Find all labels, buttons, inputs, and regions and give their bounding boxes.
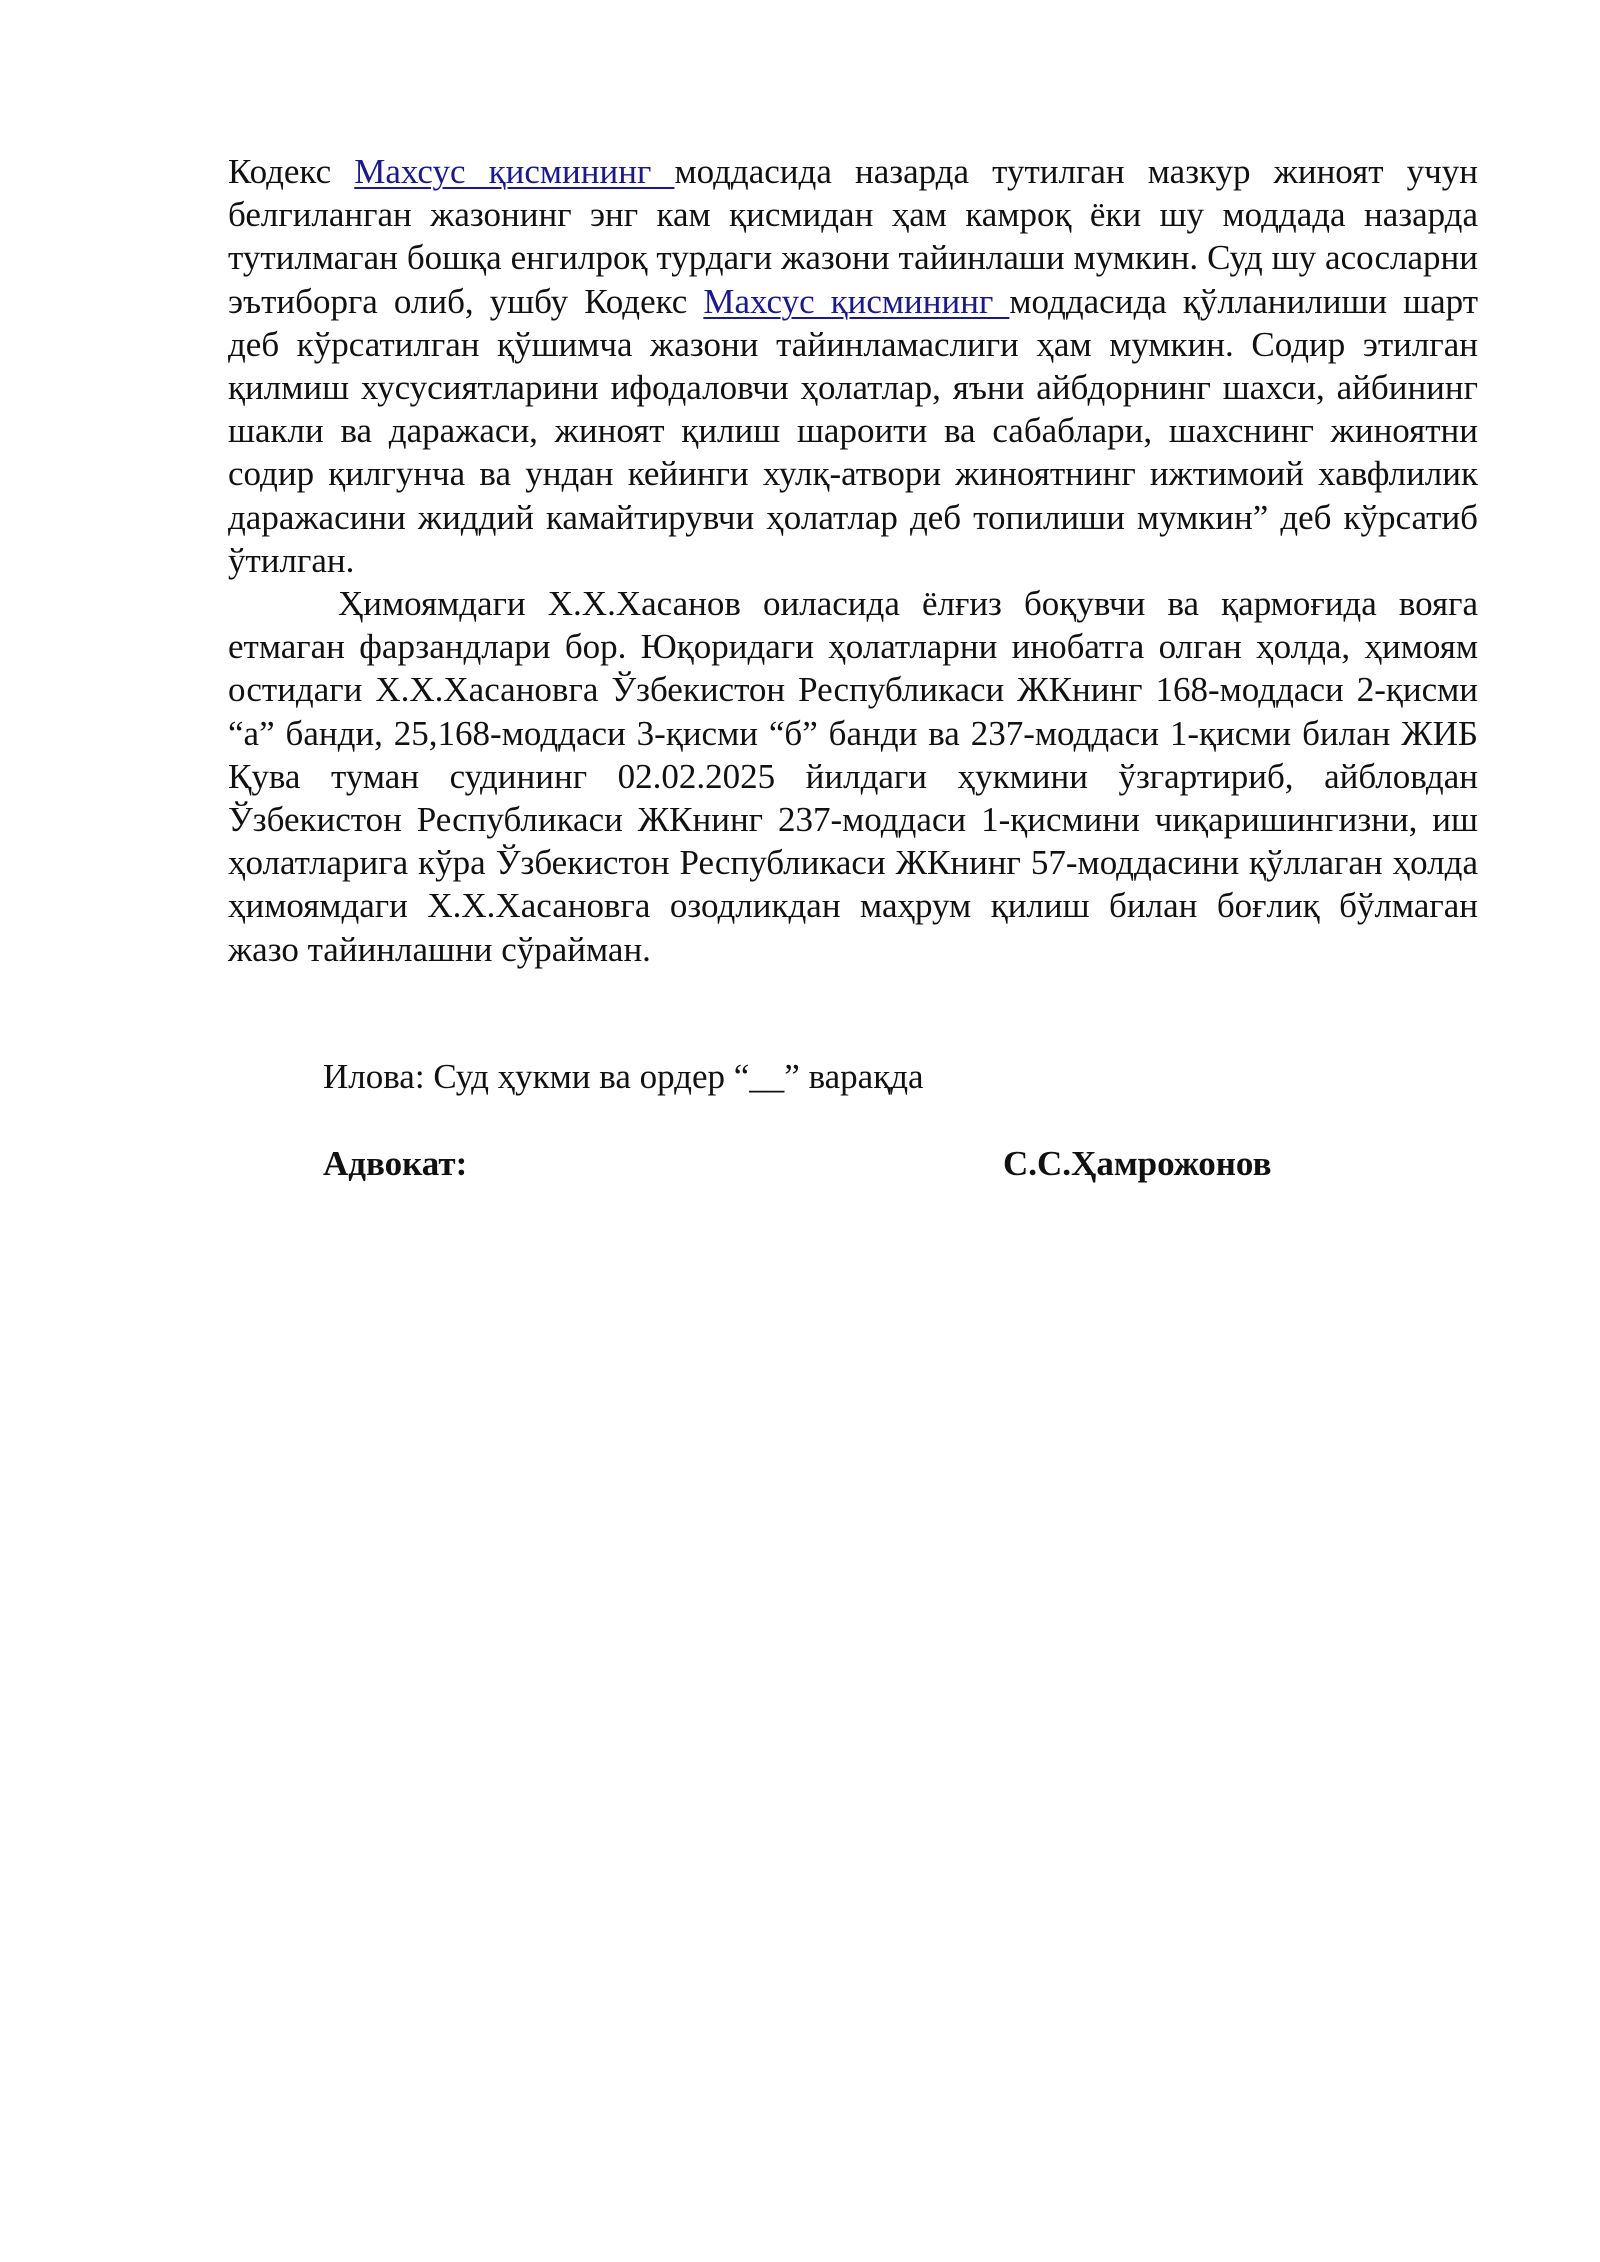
special-part-link-1[interactable]: Махсус қисмининг bbox=[354, 152, 675, 191]
paragraph-1-text-end: моддасида қўлланилиши шарт деб кўрсатилган қўшимча жазони тайинламаслиги ҳам мумкин. Содир этилган қилмиш хусусиятларини ифодаловчи ҳолатлар, яъни айбдорнинг шахси, айбининг шакли ва даражаси, жиноят қилиш шароити ва сабаблари, шахснинг жиноятни содир қилгунча ва ундан кейинги хулқ-атвори жиноятнинг ижтимоий хавфлилик даражасини жиддий камайтирувчи ҳолатлар деб топилиши мумкин” деб кўрсатиб ўтилган. bbox=[228, 281, 1479, 580]
special-part-link-2[interactable]: Махсус қисмининг bbox=[703, 281, 1010, 321]
signature-name: С.С.Ҳамрожонов bbox=[1003, 1144, 1272, 1183]
signature-label: Адвокат: bbox=[323, 1144, 468, 1183]
document-body bbox=[228, 150, 1478, 971]
paragraph-1 bbox=[228, 150, 1478, 582]
annex-line: Илова: Суд ҳукми ва ордер “__” варақда bbox=[323, 1057, 924, 1096]
paragraph-1-text-middle: моддасида назарда тутилган мазкур жиноят учун белгиланган жазонинг энг кам қисмидан ҳам камроқ ёки шу моддада назарда тутилмаган бошқа енгилроқ турдаги жазони тайинлаши мумкин. Суд шу асосларни эътиборга олиб, ушбу Кодекс bbox=[228, 152, 1478, 321]
paragraph-2: Ҳимоямдаги Х.Х.Хасанов оиласида ёлғиз боқувчи ва қармоғида вояга етмаган фарзандлари бор. Юқоридаги ҳолатларни инобатга олган ҳолда, ҳимоям остидаги Х.Х.Хасановга Ўзбекистон Республикаси ЖКнинг 168-моддаси 2-қисми “а” банди, 25,168-моддаси 3-қисми “б” банди ва 237-моддаси 1-қисми билан ЖИБ Қува туман судининг 02.02.2025 йилдаги ҳукмини ўзгартириб, айбловдан Ўзбекистон Республикаси ЖКнинг 237-моддаси 1-қисмини чиқаришингизни, иш ҳолатларига кўра Ўзбекистон Республикаси ЖКнинг 57-моддасини қўллаган ҳолда ҳимоямдаги Х.Х.Хасановга озодликдан маҳрум қилиш билан боғлиқ бўлмаган жазо тайинлашни сўрайман. bbox=[228, 584, 1478, 969]
paragraph-1-text-start: Кодекс bbox=[228, 152, 355, 191]
